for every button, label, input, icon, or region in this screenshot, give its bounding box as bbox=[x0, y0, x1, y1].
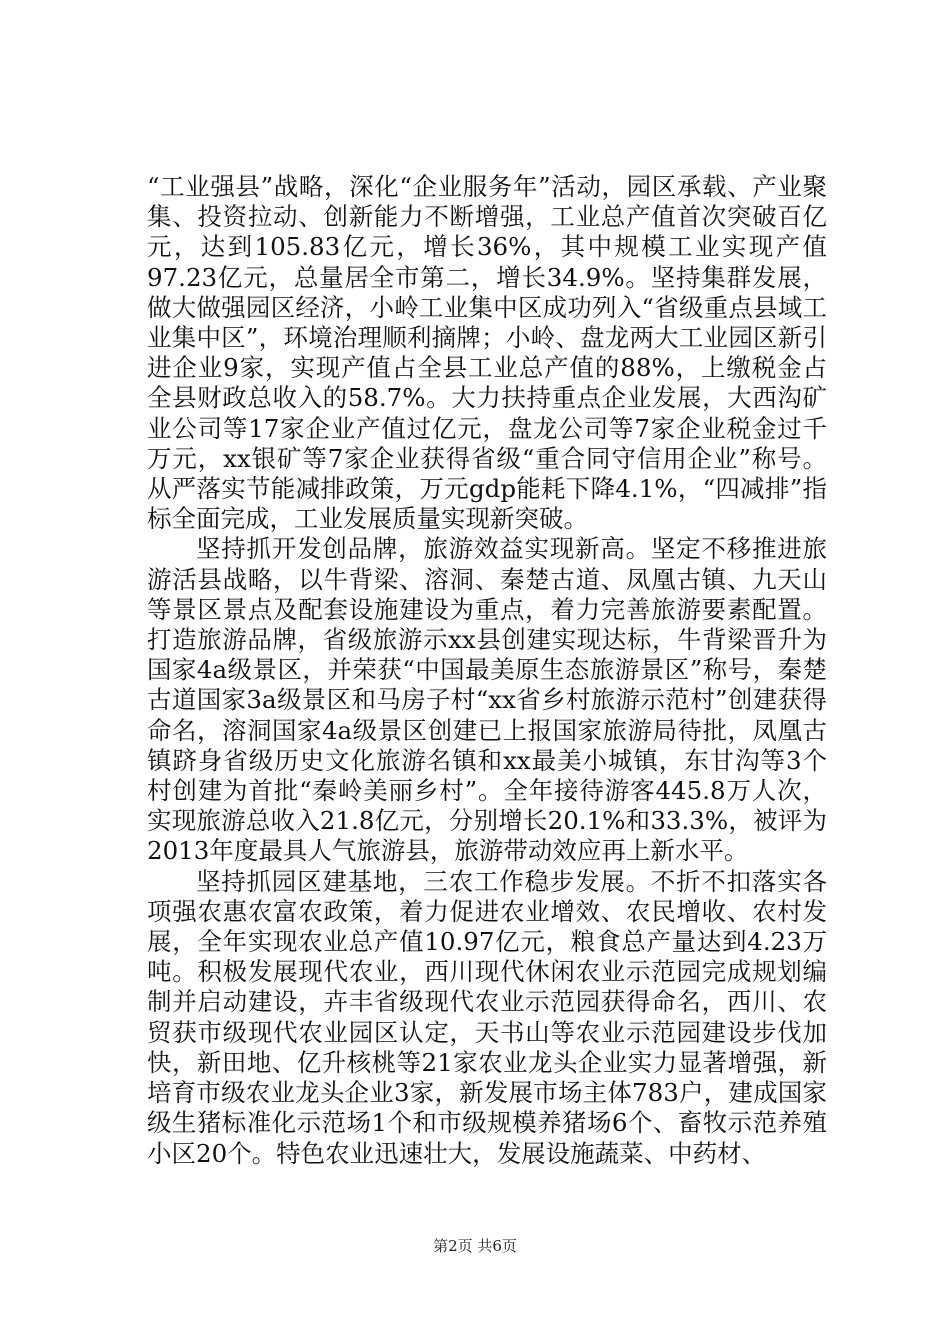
page-footer: 第2页 共6页 bbox=[433, 1237, 517, 1255]
paragraph-agriculture: 坚持抓园区建基地，三农工作稳步发展。不折不扣落实各项强农惠农富农政策，着力促进农业增效、农民增收、农村发展，全年实现农业总产值10.97亿元，粮食总产量达到4.23万吨。积极发展现代农业，西川现代休闲农业示范园完成规划编制并启动建设，卉丰省级现代农业示范园获得命名，西川、农贸获市级现代农业园区认定，天书山等农业示范园建设步伐加快，新田地、亿升核桃等21家农业龙头企业实力显著增强，新培育市级农业龙头企业3家，新发展市场主体783户，建成国家级生猪标准化示范场1个和市级规模养猪场6个、畜牧示范养殖小区20个。特色农业迅速壮大，发展设施蔬菜、中药材、 bbox=[147, 866, 827, 1168]
paragraph-industry: “工业强县”战略，深化“企业服务年”活动，园区承载、产业聚集、投资拉动、创新能力不断增强，工业总产值首次突破百亿元，达到105.83亿元，增长36%，其中规模工业实现产值97.23亿元，总量居全市第二，增长34.9%。坚持集群发展，做大做强园区经济，小岭工业集中区成功列入“省级重点县域工业集中区”，环境治理顺利摘牌；小岭、盘龙两大工业园区新引进企业9家，实现产值占全县工业总产值的88%，上缴税金占全县财政总收入的58.7%。大力扶持重点企业发展，大西沟矿业公司等17家企业产值过亿元，盘龙公司等7家企业税金过千万元，xx银矿等7家企业获得省级“重合同守信用企业”称号。从严落实节能减排政策，万元gdp能耗下降4.1%，“四减排”指标全面完成，工业发展质量实现新突破。 bbox=[147, 172, 827, 534]
document-body bbox=[147, 172, 827, 1169]
paragraph-tourism: 坚持抓开发创品牌，旅游效益实现新高。坚定不移推进旅游活县战略，以牛背梁、溶洞、秦楚古道、凤凰古镇、九天山等景区景点及配套设施建设为重点，着力完善旅游要素配置。打造旅游品牌，省级旅游示xx县创建实现达标，牛背梁晋升为国家4a级景区，并荣获“中国最美原生态旅游景区”称号，秦楚古道国家3a级景区和马房子村“xx省乡村旅游示范村”创建获得命名，溶洞国家4a级景区创建已上报国家旅游局待批，凤凰古镇跻身省级历史文化旅游名镇和xx最美小城镇，东甘沟等3个村创建为首批“秦岭美丽乡村”。全年接待游客445.8万人次，实现旅游总收入21.8亿元，分别增长20.1%和33.3%，被评为2013年度最具人气旅游县，旅游带动效应再上新水平。 bbox=[147, 534, 827, 866]
